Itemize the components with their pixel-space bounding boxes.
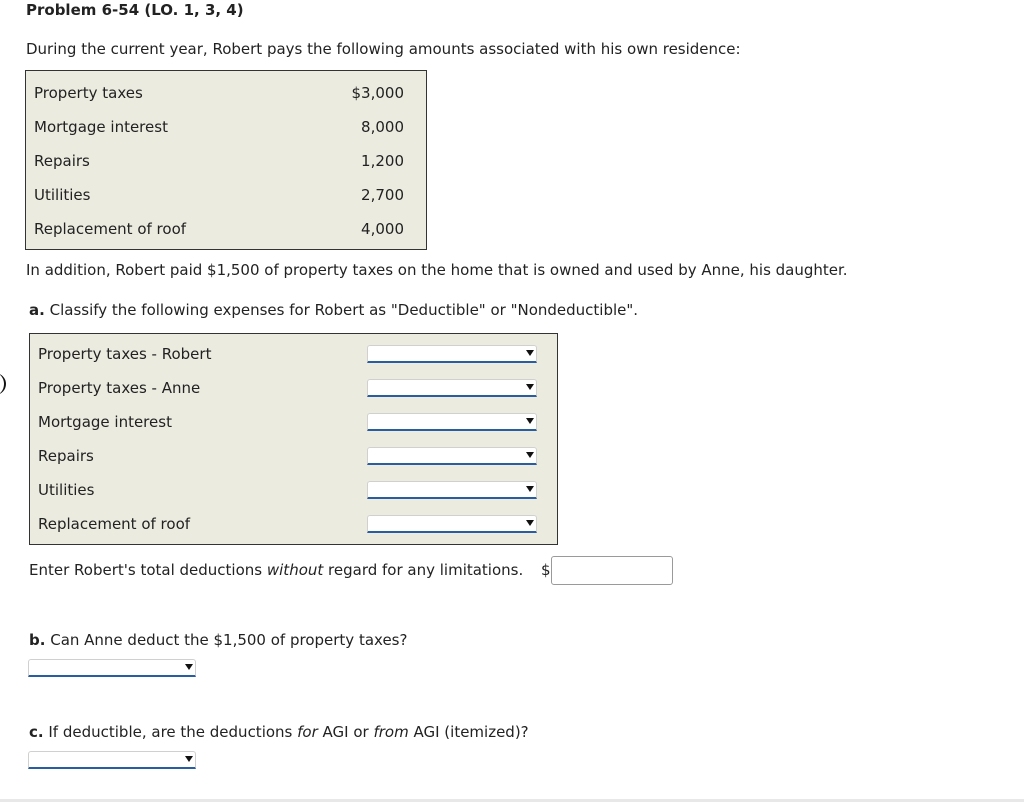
problem-title: Problem 6-54 (LO. 1, 3, 4) — [26, 1, 244, 19]
part-b-text: Can Anne deduct the $1,500 of property taxes? — [50, 631, 408, 649]
currency-symbol: $ — [541, 561, 551, 579]
expense-value: 1,200 — [361, 152, 404, 170]
classify-dropdown-property-taxes-robert[interactable] — [367, 345, 537, 363]
caret-down-icon — [526, 384, 534, 390]
expense-label: Mortgage interest — [34, 118, 168, 136]
part-a-prompt — [29, 301, 638, 319]
caret-down-icon — [185, 756, 193, 762]
expenses-table — [25, 70, 427, 250]
caret-down-icon — [526, 520, 534, 526]
caret-down-icon — [526, 486, 534, 492]
part-a-letter: a. — [29, 301, 45, 319]
total-deductions-prompt — [29, 561, 523, 579]
classify-dropdown-property-taxes-anne[interactable] — [367, 379, 537, 397]
caret-down-icon — [526, 350, 534, 356]
expense-label: Utilities — [34, 186, 91, 204]
margin-bracket — [0, 373, 6, 395]
expense-value: 4,000 — [361, 220, 404, 238]
part-c-prompt — [29, 723, 529, 741]
caret-down-icon — [185, 664, 193, 670]
classify-label: Property taxes - Anne — [38, 379, 201, 397]
caret-down-icon — [526, 452, 534, 458]
part-b-prompt — [29, 631, 407, 649]
part-c-letter: c. — [29, 723, 44, 741]
part-c-text-1: If deductible, are the deductions — [48, 723, 298, 741]
expense-row — [34, 118, 404, 138]
total-suffix: regard for any limitations. — [323, 561, 524, 579]
part-b-dropdown[interactable] — [28, 659, 196, 677]
expense-row — [34, 152, 404, 172]
part-c-text-3: AGI (itemized)? — [408, 723, 529, 741]
classify-dropdown-utilities[interactable] — [367, 481, 537, 499]
part-c-dropdown[interactable] — [28, 751, 196, 769]
expense-row — [34, 220, 404, 240]
addition-text: In addition, Robert paid $1,500 of property taxes on the home that is owned and used by Anne, his daughter. — [26, 261, 848, 279]
classify-dropdown-repairs[interactable] — [367, 447, 537, 465]
classify-label: Mortgage interest — [38, 413, 172, 431]
expense-value: 2,700 — [361, 186, 404, 204]
total-prefix: Enter Robert's total deductions — [29, 561, 267, 579]
problem-intro: During the current year, Robert pays the following amounts associated with his own residence: — [26, 40, 741, 58]
classify-dropdown-replacement-of-roof[interactable] — [367, 515, 537, 533]
part-a-text: Classify the following expenses for Robert as "Deductible" or "Nondeductible". — [49, 301, 639, 319]
part-c-emph-from: from — [373, 723, 409, 741]
expense-value: 8,000 — [361, 118, 404, 136]
classify-label: Property taxes - Robert — [38, 345, 212, 363]
part-c-emph-for: for — [297, 723, 318, 741]
expense-label: Repairs — [34, 152, 90, 170]
part-b-letter: b. — [29, 631, 46, 649]
total-deductions-input[interactable] — [551, 556, 673, 585]
total-emphasis: without — [266, 561, 324, 579]
classify-table — [29, 333, 558, 545]
expense-label: Replacement of roof — [34, 220, 187, 238]
expense-row — [34, 84, 404, 104]
caret-down-icon — [526, 418, 534, 424]
classify-label: Repairs — [38, 447, 94, 465]
expense-label: Property taxes — [34, 84, 143, 102]
classify-dropdown-mortgage-interest[interactable] — [367, 413, 537, 431]
part-c-text-2: AGI or — [317, 723, 374, 741]
classify-label: Replacement of roof — [38, 515, 191, 533]
classify-label: Utilities — [38, 481, 95, 499]
expense-value: $3,000 — [351, 84, 404, 102]
expense-row — [34, 186, 404, 206]
